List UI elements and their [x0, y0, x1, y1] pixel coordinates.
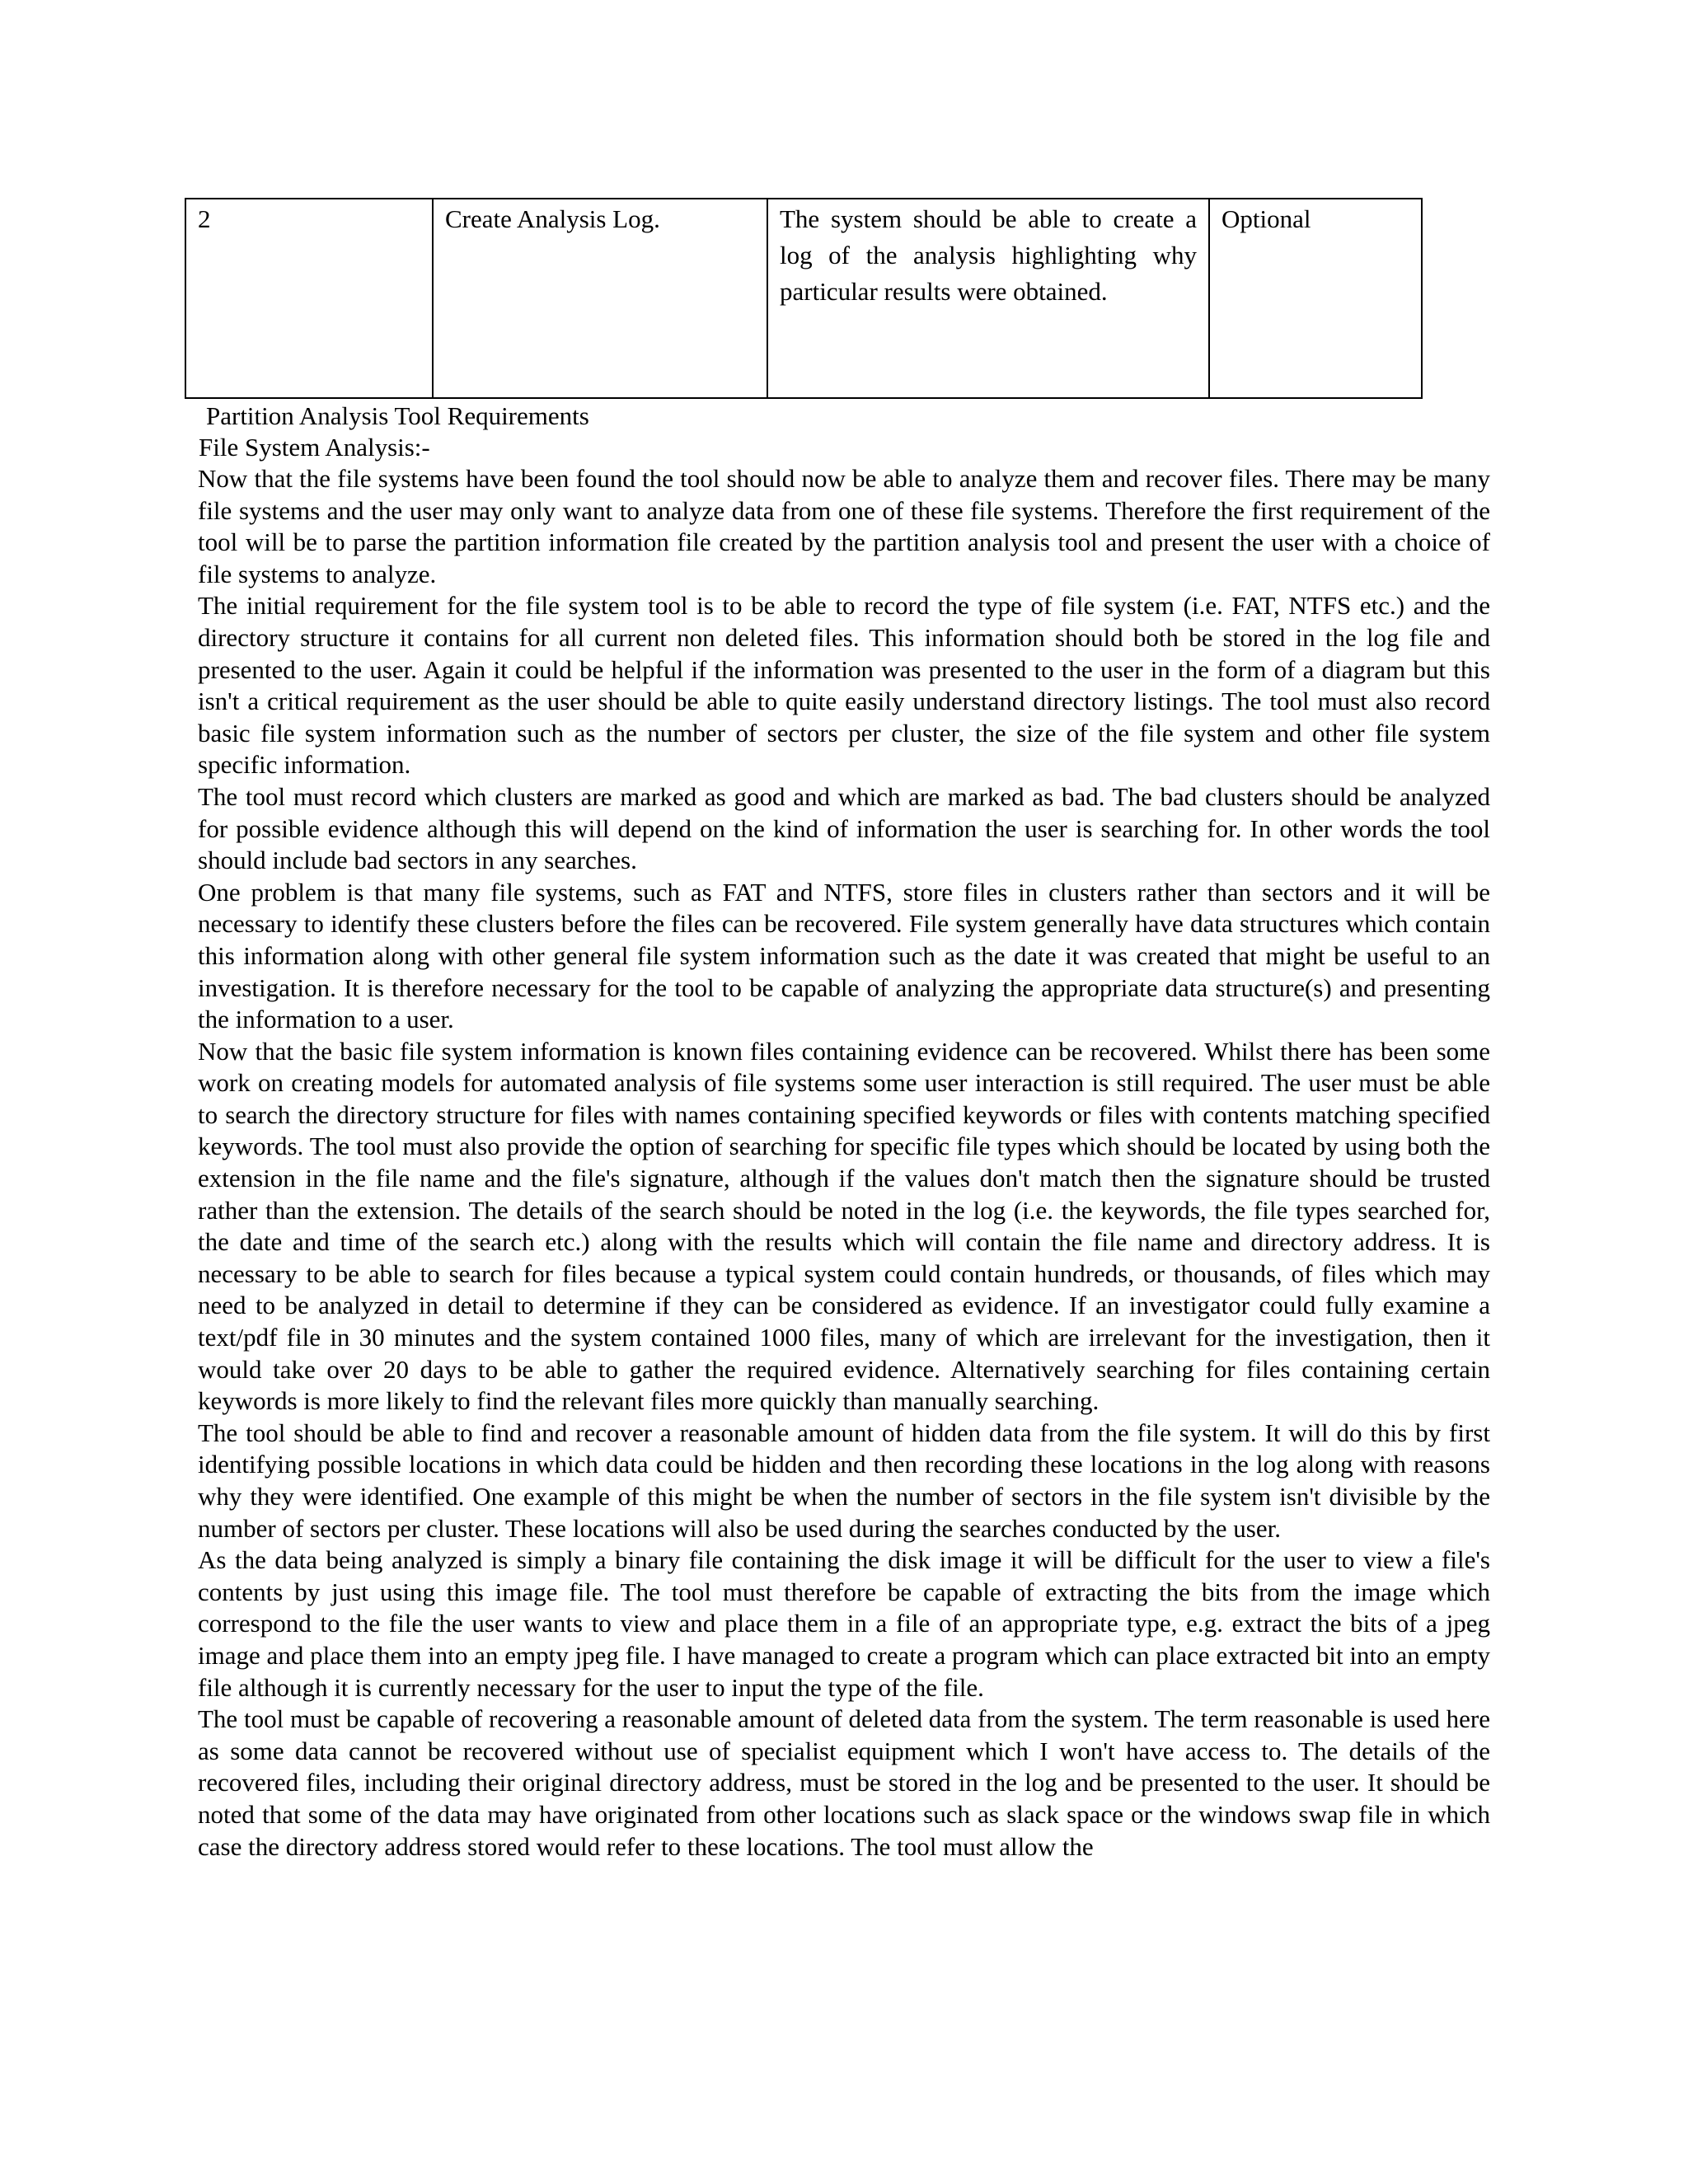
- paragraph: As the data being analyzed is simply a binary file containing the disk image it will be difficult for the user to view a file's contents by just using this image file. The tool must therefore be capable of extracting the bits from the image which correspond to the file the user wants to view and place them in a file of an appropriate type, e.g. extract the bits of a jpeg image and place them into an empty jpeg file. I have managed to create a program which can place extracted bit into an empty file although it is currently necessary for the user to input the type of the file.: [198, 1545, 1490, 1702]
- requirement-description-cell: The system should be able to create a log of the analysis highlighting why particular results were obtained.: [767, 199, 1209, 398]
- subsection-title: File System Analysis:-: [199, 433, 430, 462]
- requirement-priority-cell: Optional: [1209, 199, 1422, 398]
- paragraph: Now that the basic file system information is known files containing evidence can be recovered. Whilst there has been some work on creating models for automated analysis of file systems some user interaction is still required. The user must be able to search the directory structure for files with names containing specified keywords or files with contents matching specified keywords. The tool must also provide the option of searching for specific file types which should be located by using both the extension in the file name and the file's signature, although if the values don't match then the signature should be trusted rather than the extension. The details of the search should be noted in the log (i.e. the keywords, the file types searched for, the date and time of the search etc.) along with the results which will contain the file name and directory address. It is necessary to be able to search for files because a typical system could contain hundreds, or thousands, of files which may need to be analyzed in detail to determine if they can be considered as evidence. If an investigator could fully examine a text/pdf file in 30 minutes and the system contained 1000 files, many of which are irrelevant for the investigation, then it would take over 20 days to be able to gather the required evidence. Alternatively searching for files containing certain keywords is more likely to find the relevant files more quickly than manually searching.: [198, 1036, 1490, 1416]
- paragraph: The tool should be able to find and recover a reasonable amount of hidden data from the file system. It will do this by first identifying possible locations in which data could be hidden and then recording these locations in the log along with reasons why they were identified. One example of this might be when the number of sectors in the file system isn't divisible by the number of sectors per cluster. These locations will also be used during the searches conducted by the user.: [198, 1418, 1490, 1543]
- requirements-table: [185, 198, 1423, 399]
- paragraph: The tool must record which clusters are marked as good and which are marked as bad. The bad clusters should be analyzed for possible evidence although this will depend on the kind of information the user is searching for. In other words the tool should include bad sectors in any searches.: [198, 781, 1490, 875]
- paragraph: One problem is that many file systems, such as FAT and NTFS, store files in clusters rather than sectors and it will be necessary to identify these clusters before the files can be recovered. File system generally have data structures which contain this information along with other general file system information such as the date it was created that might be useful to an investigation. It is therefore necessary for the tool to be capable of analyzing the appropriate data structure(s) and presenting the information to a user.: [198, 877, 1490, 1034]
- table-row: [185, 199, 1422, 398]
- requirement-number-cell: 2: [185, 199, 433, 398]
- paragraph: The tool must be capable of recovering a reasonable amount of deleted data from the system. The term reasonable is used here as some data cannot be recovered without use of specialist equipment which I won't have access to. The details of the recovered files, including their original directory address, must be stored in the log and be presented to the user. It should be noted that some of the data may have originated from other locations such as slack space or the windows swap file in which case the directory address stored would refer to these locations. The tool must allow the: [198, 1704, 1490, 1861]
- paragraph: The initial requirement for the file system tool is to be able to record the type of file system (i.e. FAT, NTFS etc.) and the directory structure it contains for all current non deleted files. This information should both be stored in the log file and presented to the user. Again it could be helpful if the information was presented to the user in the form of a diagram but this isn't a critical requirement as the user should be able to quite easily understand directory listings. The tool must also record basic file system information such as the number of sectors per cluster, the size of the file system and other file system specific information.: [198, 591, 1490, 780]
- paragraph: Now that the file systems have been found the tool should now be able to analyze them and recover files. There may be many file systems and the user may only want to analyze data from one of these file systems. Therefore the first requirement of the tool will be to parse the partition information file created by the partition analysis tool and present the user with a choice of file systems to analyze.: [198, 464, 1490, 588]
- section-title: Partition Analysis Tool Requirements: [206, 401, 589, 430]
- requirement-name-cell: Create Analysis Log.: [433, 199, 767, 398]
- body-text: [198, 463, 1490, 1863]
